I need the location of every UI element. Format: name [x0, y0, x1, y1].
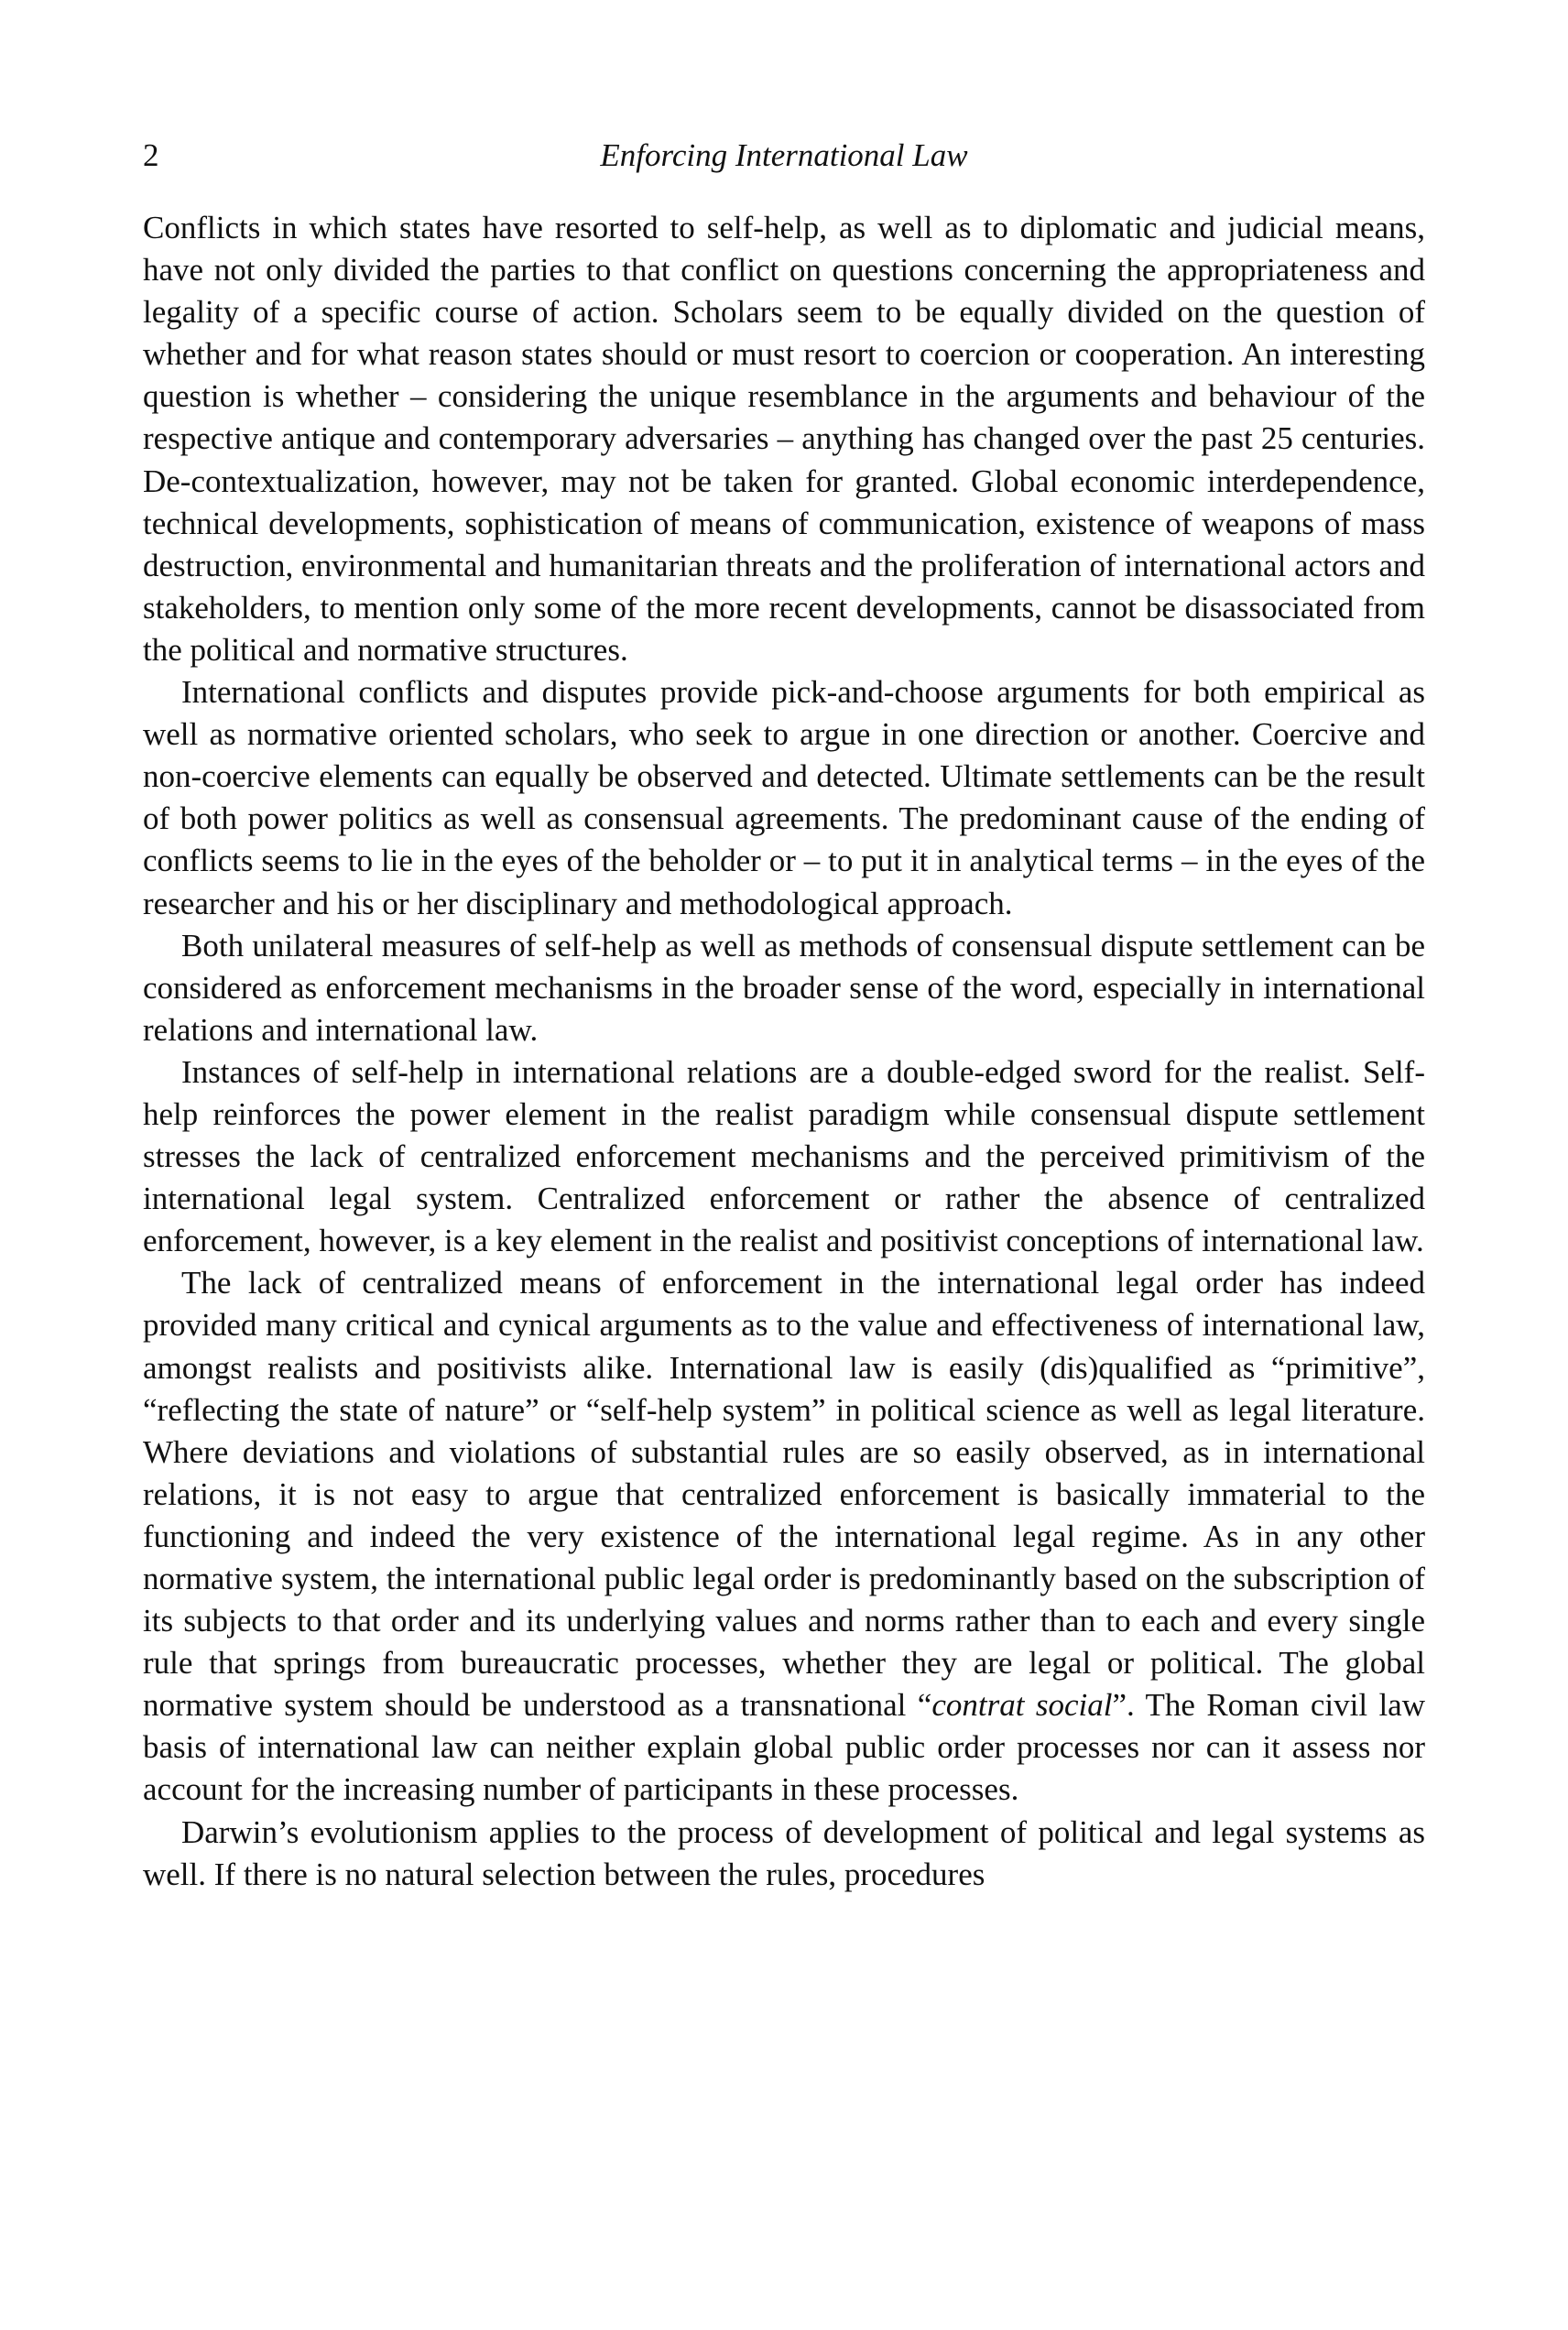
paragraph-text: International conflicts and disputes provide pick-and-choose arguments for both empirical as well as normative oriented scholars, who seek to argue in one direction or another. Coercive and non-coercive elements can equally be observed and detected. Ultimate settlements can be the result of both power politics as well as consensual agreements. The predominant cause of the ending of conflicts seems to lie in the eyes of the beholder or – to put it in analytical terms – in the eyes of the researcher and his or her disciplinary and methodological approach. [143, 674, 1425, 921]
paragraph-unilateral-measures [143, 925, 1425, 1051]
paragraph-text: Both unilateral measures of self-help as well as methods of consensual dispute settlement can be considered as enforcement mechanisms in the broader sense of the word, especially in international relations and international law. [143, 927, 1425, 1048]
paragraph-self-help [143, 1051, 1425, 1262]
italic-term-contrat-social: contrat social [931, 1687, 1113, 1724]
paragraph-conflicts [143, 207, 1425, 671]
body-text [143, 207, 1425, 1896]
paragraph-text: Instances of self-help in international relations are a double-edged sword for the realist. Self-help reinforces the power element in the realist paradigm while consensual dispute settlement stresses the lack of centralized enforcement mechanisms and the perceived primitivism of the international legal system. Centralized enforcement or rather the absence of centralized enforcement, however, is a key element in the realist and positivist conceptions of international law. [143, 1053, 1425, 1259]
paragraph-centralized-enforcement [143, 1262, 1425, 1811]
paragraph-darwin [143, 1812, 1425, 1896]
paragraph-text: ”. The Roman civil law basis of international law can neither explain global public order processes nor can it assess nor account for the increasing number of participants in these processes. [143, 1687, 1425, 1808]
paragraph-text: The lack of centralized means of enforcement in the international legal order has indeed provided many critical and cynical arguments as to the value and effectiveness of international law, amongst realists and positivists alike. International law is easily (dis)qualified as “primitive”, “reflecting the state of nature” or “self-help system” in political science as well as legal literature. Where deviations and violations of substantial rules are so easily observed, as in international relations, it is not easy to argue that centralized enforcement is basically immaterial to the functioning and indeed the very existence of the international legal regime. As in any other normative system, the international public legal order is predominantly based on the subscription of its subjects to that order and its underlying values and norms rather than to each and every single rule that springs from bureaucratic processes, whether they are legal or political. The global normative system should be understood as a transnational “ [143, 1265, 1425, 1724]
paragraph-text: Conflicts in which states have resorted to self-help, as well as to diplomatic and judicial means, have not only divided the parties to that conflict on questions concerning the appropriateness and legality of a specific course of action. Scholars seem to be equally divided on the question of whether and for what reason states should or must resort to coercion or cooperation. An interesting question is whether – considering the unique resemblance in the arguments and behaviour of the respective antique and contemporary adversaries – anything has changed over the past 25 centuries. De-contextualization, however, may not be taken for granted. Global economic interdependence, technical developments, sophistication of means of communication, existence of weapons of mass destruction, environmental and humanitarian threats and the proliferation of international actors and stakeholders, to mention only some of the more recent developments, cannot be disassociated from the political and normative structures. [143, 210, 1425, 668]
running-header [143, 130, 1425, 181]
page-number: 2 [143, 137, 159, 173]
paragraph-text: Darwin’s evolutionism applies to the process of development of political and legal systems as well. If there is no natural selection between the rules, procedures [143, 1813, 1425, 1892]
running-title: Enforcing International Law [600, 137, 968, 173]
paragraph-international-conflicts [143, 671, 1425, 925]
